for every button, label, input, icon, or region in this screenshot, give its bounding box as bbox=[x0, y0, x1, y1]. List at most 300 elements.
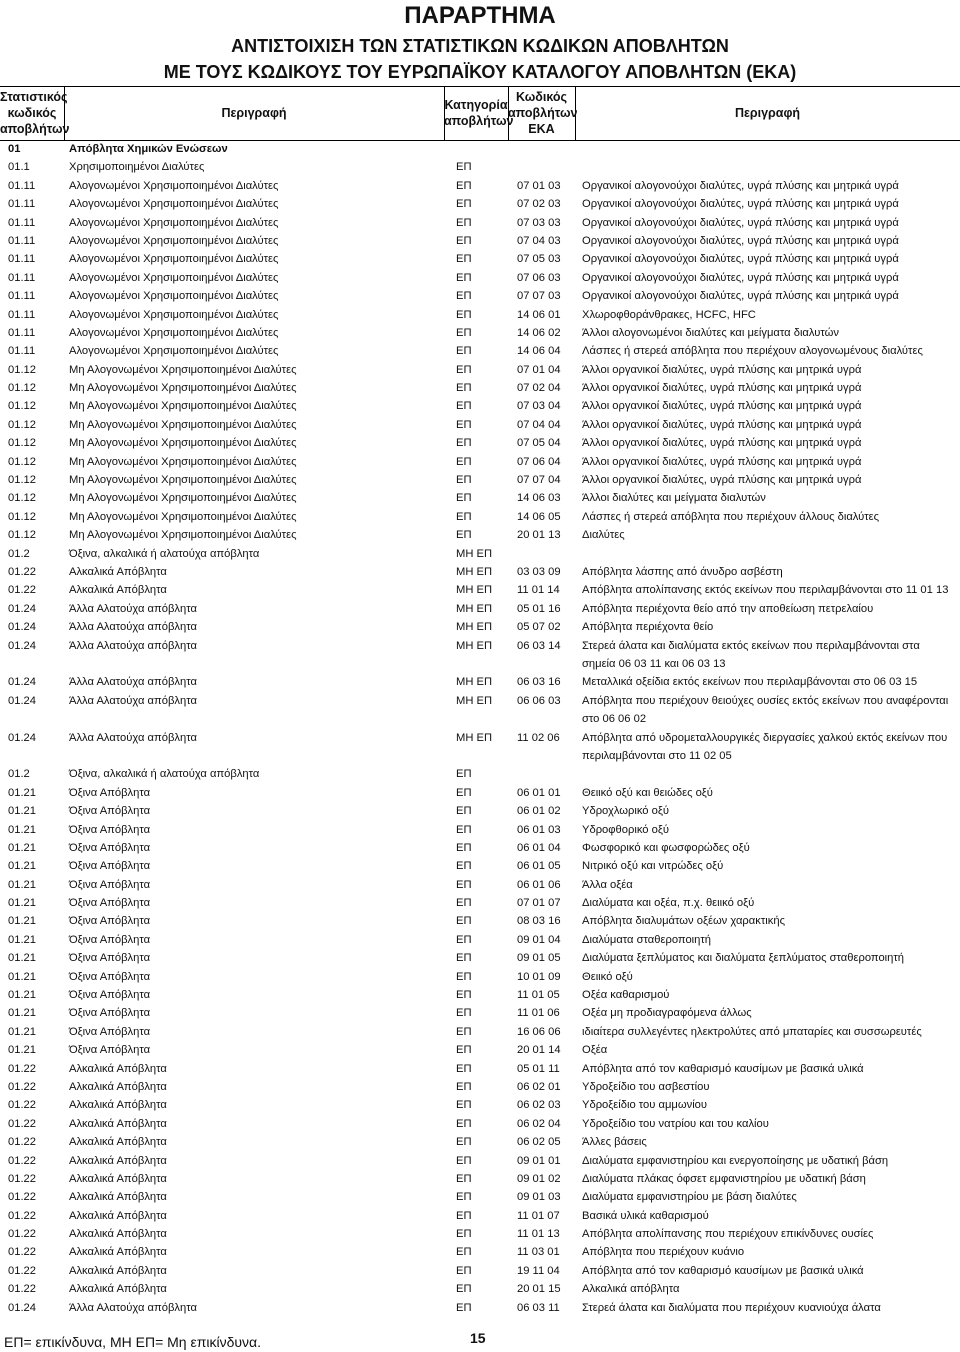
cell-category: ΕΠ bbox=[456, 455, 472, 468]
cell-eka-description: Οργανικοί αλογονούχοι διαλύτες, υγρά πλύσης και μητρικά υγρά bbox=[582, 216, 899, 229]
cell-eka-description: Διαλύματα εμφανιστηρίου και ενεργοποίησης με υδατική βάση bbox=[582, 1154, 889, 1167]
table-row bbox=[0, 692, 960, 729]
cell-stat-code: 01.24 bbox=[8, 731, 36, 744]
cell-eka-description: Υδροφθορικό οξύ bbox=[582, 823, 669, 836]
cell-description: Όξινα Απόβλητα bbox=[69, 1025, 151, 1038]
table-row bbox=[0, 1207, 960, 1225]
cell-stat-code: 01.22 bbox=[8, 1191, 36, 1204]
cell-category: ΕΠ bbox=[456, 786, 472, 799]
cell-eka-description: Άλλοι οργανικοί διαλύτες, υγρά πλύσης και μητρικά υγρά bbox=[582, 437, 862, 450]
cell-eka-description: Οργανικοί αλογονούχοι διαλύτες, υγρά πλύσης και μητρικά υγρά bbox=[582, 179, 899, 192]
cell-eka-description: Υδροξείδιο του ασβεστίου bbox=[582, 1080, 710, 1093]
cell-stat-code: 01.22 bbox=[8, 1080, 36, 1093]
table-row bbox=[0, 526, 960, 544]
cell-description: Άλλα Αλατούχα απόβλητα bbox=[69, 639, 197, 652]
header-line: Κατηγορία bbox=[444, 98, 508, 112]
table-row bbox=[0, 802, 960, 820]
cell-stat-code: 01.12 bbox=[8, 529, 36, 542]
cell-eka-code: 14 06 03 bbox=[517, 492, 561, 505]
cell-eka-description: Άλλοι οργανικοί διαλύτες, υγρά πλύσης και μητρικά υγρά bbox=[582, 418, 862, 431]
table-row bbox=[0, 600, 960, 618]
table-row bbox=[0, 1060, 960, 1078]
table-row bbox=[0, 1041, 960, 1059]
cell-eka-code: 06 01 04 bbox=[517, 841, 561, 854]
cell-eka-description: Στερεά άλατα και διαλύματα που περιέχουν κυανιούχα άλατα bbox=[582, 1301, 881, 1314]
cell-eka-code: 11 01 13 bbox=[517, 1228, 560, 1241]
cell-eka-code: 05 01 11 bbox=[517, 1062, 560, 1075]
cell-eka-description: Απόβλητα περιέχοντα θείο από την αποθείωση πετρελαίου bbox=[582, 602, 874, 615]
table-row bbox=[0, 1115, 960, 1133]
cell-stat-code: 01.12 bbox=[8, 510, 36, 523]
cell-category: ΕΠ bbox=[456, 805, 472, 818]
cell-description: Μη Αλογονωμένοι Χρησιμοποιημένοι Διαλύτες bbox=[69, 363, 297, 376]
cell-eka-code: 14 06 05 bbox=[517, 510, 561, 523]
cell-eka-code: 06 01 01 bbox=[517, 786, 561, 799]
table-row bbox=[0, 287, 960, 305]
cell-eka-code: 09 01 04 bbox=[517, 933, 561, 946]
cell-description: Αλκαλικά Απόβλητα bbox=[69, 1172, 167, 1185]
cell-eka-description: Άλλοι οργανικοί διαλύτες, υγρά πλύσης και μητρικά υγρά bbox=[582, 474, 862, 487]
cell-description: Άλλα Αλατούχα απόβλητα bbox=[69, 676, 197, 689]
cell-eka-description: Λάσπες ή στερεά απόβλητα που περιέχουν άλλους διαλύτες bbox=[582, 510, 880, 523]
cell-eka-code: 07 04 04 bbox=[517, 418, 561, 431]
cell-description: Όξινα, αλκαλικά ή αλατούχα απόβλητα bbox=[69, 768, 260, 781]
cell-category: ΕΠ bbox=[456, 1136, 472, 1149]
page-subtitle-1: ΑΝΤΙΣΤΟΙΧΙΣΗ ΤΩΝ ΣΤΑΤΙΣΤΙΚΩΝ ΚΩΔΙΚΩΝ ΑΠΟΒΛΗΤΩΝ bbox=[231, 36, 729, 56]
table-row bbox=[0, 1280, 960, 1298]
cell-description: Όξινα Απόβλητα bbox=[69, 823, 151, 836]
cell-category: ΜΗ ΕΠ bbox=[456, 676, 493, 689]
cell-stat-code: 01.24 bbox=[8, 676, 36, 689]
cell-stat-code: 01.12 bbox=[8, 418, 36, 431]
cell-description: Όξινα Απόβλητα bbox=[69, 989, 151, 1002]
table-row bbox=[0, 195, 960, 213]
table-row bbox=[0, 986, 960, 1004]
cell-category: ΕΠ bbox=[456, 1283, 472, 1296]
cell-stat-code: 01.21 bbox=[8, 915, 36, 928]
cell-description: Όξινα Απόβλητα bbox=[69, 1044, 151, 1057]
cell-eka-code: 06 02 05 bbox=[517, 1136, 561, 1149]
cell-category: ΜΗ ΕΠ bbox=[456, 547, 493, 560]
cell-stat-code: 01.11 bbox=[8, 234, 36, 247]
cell-category: ΕΠ bbox=[456, 474, 472, 487]
cell-stat-code: 01.22 bbox=[8, 1099, 36, 1112]
cell-description: Αλκαλικά Απόβλητα bbox=[69, 1136, 167, 1149]
table-row bbox=[0, 250, 960, 268]
cell-description: Μη Αλογονωμένοι Χρησιμοποιημένοι Διαλύτες bbox=[69, 510, 297, 523]
cell-eka-code: 06 03 14 bbox=[517, 639, 561, 652]
cell-category: ΕΠ bbox=[456, 1246, 472, 1259]
cell-category: ΕΠ bbox=[456, 1209, 472, 1222]
cell-eka-code: 20 01 13 bbox=[517, 529, 561, 542]
cell-eka-description: Στερεά άλατα και διαλύματα εκτός εκείνων που περιλαμβάνονται στα σημεία 06 03 11 και 06 03 13 bbox=[582, 639, 920, 670]
cell-eka-code: 08 03 16 bbox=[517, 915, 561, 928]
cell-eka-description: Απόβλητα από τον καθαρισμό καυσίμων με βασικά υλικά bbox=[582, 1062, 864, 1075]
table-row bbox=[0, 1023, 960, 1041]
table-row bbox=[0, 821, 960, 839]
table-row bbox=[0, 1078, 960, 1096]
cell-eka-description: Απόβλητα που περιέχουν κυάνιο bbox=[582, 1246, 745, 1259]
table-row bbox=[0, 563, 960, 581]
header-eka-code bbox=[508, 89, 578, 137]
cell-category: ΜΗ ΕΠ bbox=[456, 602, 493, 615]
table-row bbox=[0, 637, 960, 674]
cell-category: ΕΠ bbox=[456, 878, 472, 891]
cell-eka-description: Απόβλητα περιέχοντα θείο bbox=[582, 621, 714, 634]
cell-stat-code: 01.21 bbox=[8, 1007, 36, 1020]
cell-eka-code: 07 07 04 bbox=[517, 474, 561, 487]
cell-eka-description: Οργανικοί αλογονούχοι διαλύτες, υγρά πλύσης και μητρικά υγρά bbox=[582, 290, 899, 303]
cell-stat-code: 01.11 bbox=[8, 253, 36, 266]
cell-eka-description: Απόβλητα διαλυμάτων οξέων χαρακτικής bbox=[582, 915, 785, 928]
table-row bbox=[0, 177, 960, 195]
cell-stat-code: 01.22 bbox=[8, 1283, 36, 1296]
cell-eka-code: 11 03 01 bbox=[517, 1246, 560, 1259]
cell-eka-code: 11 02 06 bbox=[517, 731, 560, 744]
cell-description: Χρησιμοποιημένοι Διαλύτες bbox=[69, 161, 205, 174]
cell-eka-code: 06 02 01 bbox=[517, 1080, 561, 1093]
cell-stat-code: 01 bbox=[8, 143, 21, 155]
table-row bbox=[0, 324, 960, 342]
cell-description: Όξινα, αλκαλικά ή αλατούχα απόβλητα bbox=[69, 547, 260, 560]
cell-eka-description: Υδροξείδιο του αμμωνίου bbox=[582, 1099, 708, 1112]
table-row bbox=[0, 1225, 960, 1243]
cell-description: Μη Αλογονωμένοι Χρησιμοποιημένοι Διαλύτες bbox=[69, 400, 297, 413]
cell-category: ΕΠ bbox=[456, 510, 472, 523]
table-row bbox=[0, 489, 960, 507]
table-row bbox=[0, 214, 960, 232]
cell-stat-code: 01.21 bbox=[8, 786, 36, 799]
cell-stat-code: 01.21 bbox=[8, 878, 36, 891]
cell-category: ΕΠ bbox=[456, 529, 472, 542]
cell-eka-code: 20 01 15 bbox=[517, 1283, 561, 1296]
table-row bbox=[0, 618, 960, 636]
cell-description: Αλκαλικά Απόβλητα bbox=[69, 1283, 167, 1296]
cell-description: Αλκαλικά Απόβλητα bbox=[69, 1264, 167, 1277]
cell-eka-code: 09 01 02 bbox=[517, 1172, 561, 1185]
cell-stat-code: 01.22 bbox=[8, 565, 36, 578]
cell-stat-code: 01.21 bbox=[8, 897, 36, 910]
cell-stat-code: 01.12 bbox=[8, 437, 36, 450]
cell-stat-code: 01.12 bbox=[8, 400, 36, 413]
table-row bbox=[0, 673, 960, 691]
cell-eka-code: 11 01 06 bbox=[517, 1007, 560, 1020]
table-row bbox=[0, 306, 960, 324]
table-row bbox=[0, 784, 960, 802]
cell-eka-code: 20 01 14 bbox=[517, 1044, 561, 1057]
table-row bbox=[0, 857, 960, 875]
cell-eka-description: Απόβλητα λάσπης από άνυδρο ασβέστη bbox=[582, 565, 783, 578]
cell-stat-code: 01.24 bbox=[8, 621, 36, 634]
cell-category: ΕΠ bbox=[456, 161, 472, 174]
table-row bbox=[0, 471, 960, 489]
header-line: Στατιστικός bbox=[0, 90, 68, 104]
cell-description: Αλκαλικά Απόβλητα bbox=[69, 1099, 167, 1112]
table-row bbox=[0, 839, 960, 857]
cell-category: ΜΗ ΕΠ bbox=[456, 731, 493, 744]
cell-eka-description: Απόβλητα που περιέχουν θειούχες ουσίες εκτός εκείνων που αναφέρονται στο 06 06 02 bbox=[582, 694, 949, 726]
cell-eka-description: Λάσπες ή στερεά απόβλητα που περιέχουν αλογονωμένους διαλύτες bbox=[582, 345, 923, 358]
cell-stat-code: 01.21 bbox=[8, 952, 36, 965]
cell-eka-code: 07 02 04 bbox=[517, 382, 561, 395]
cell-category: ΕΠ bbox=[456, 768, 472, 781]
cell-eka-description: Χλωροφθοράνθρακες, HCFC, HFC bbox=[582, 308, 756, 321]
cell-category: ΕΠ bbox=[456, 841, 472, 854]
cell-eka-code: 14 06 01 bbox=[517, 308, 561, 321]
table-row bbox=[0, 931, 960, 949]
cell-category: ΕΠ bbox=[456, 1062, 472, 1075]
cell-description: Άλλα Αλατούχα απόβλητα bbox=[69, 731, 197, 744]
cell-description: Άλλα Αλατούχα απόβλητα bbox=[69, 602, 197, 615]
table-row bbox=[0, 140, 960, 158]
cell-category: ΕΠ bbox=[456, 1228, 472, 1241]
cell-description: Άλλα Αλατούχα απόβλητα bbox=[69, 621, 197, 634]
header-description: Περιγραφή bbox=[221, 106, 287, 120]
cell-stat-code: 01.11 bbox=[8, 179, 36, 192]
cell-category: ΜΗ ΕΠ bbox=[456, 584, 493, 597]
cell-description: Αλογονωμένοι Χρησιμοποιημένοι Διαλύτες bbox=[69, 308, 279, 321]
cell-description: Αλκαλικά Απόβλητα bbox=[69, 565, 167, 578]
cell-category: ΕΠ bbox=[456, 915, 472, 928]
cell-stat-code: 01.11 bbox=[8, 326, 36, 339]
cell-category: ΜΗ ΕΠ bbox=[456, 565, 493, 578]
cell-description: Μη Αλογονωμένοι Χρησιμοποιημένοι Διαλύτες bbox=[69, 437, 297, 450]
cell-stat-code: 01.24 bbox=[8, 602, 36, 615]
cell-eka-description: Απόβλητα από υδρομεταλλουργικές διεργασίες χαλκού εκτός εκείνων που περιλαμβάνονται στο 11 02 05 bbox=[582, 731, 948, 762]
cell-eka-code: 06 06 03 bbox=[517, 694, 561, 707]
cell-category: ΕΠ bbox=[456, 290, 472, 303]
cell-stat-code: 01.24 bbox=[8, 639, 36, 652]
cell-category: ΕΠ bbox=[456, 1154, 472, 1167]
cell-description: Αλκαλικά Απόβλητα bbox=[69, 1246, 167, 1259]
cell-eka-description: Διαλύτες bbox=[582, 529, 625, 542]
cell-stat-code: 01.12 bbox=[8, 492, 36, 505]
cell-stat-code: 01.22 bbox=[8, 1264, 36, 1277]
cell-category: ΕΠ bbox=[456, 1191, 472, 1204]
cell-stat-code: 01.21 bbox=[8, 1044, 36, 1057]
cell-eka-code: 07 01 03 bbox=[517, 179, 561, 192]
cell-eka-code: 05 01 16 bbox=[517, 602, 561, 615]
cell-description: Όξινα Απόβλητα bbox=[69, 915, 151, 928]
cell-description: Αλκαλικά Απόβλητα bbox=[69, 1191, 167, 1204]
cell-eka-code: 07 02 03 bbox=[517, 198, 561, 211]
cell-description: Αλογονωμένοι Χρησιμοποιημένοι Διαλύτες bbox=[69, 290, 279, 303]
cell-stat-code: 01.12 bbox=[8, 363, 36, 376]
table-row bbox=[0, 361, 960, 379]
cell-eka-description: Διαλύματα εμφανιστηρίου με βάση διαλύτες bbox=[582, 1191, 797, 1204]
header-line: Κωδικός bbox=[515, 90, 568, 104]
cell-stat-code: 01.22 bbox=[8, 1154, 36, 1167]
header-line: αποβλήτων bbox=[0, 122, 70, 136]
cell-stat-code: 01.22 bbox=[8, 584, 36, 597]
table-row bbox=[0, 397, 960, 415]
cell-eka-description: Άλλοι οργανικοί διαλύτες, υγρά πλύσης και μητρικά υγρά bbox=[582, 400, 862, 413]
cell-eka-code: 07 01 04 bbox=[517, 363, 561, 376]
table-row bbox=[0, 269, 960, 287]
header-line: κωδικός bbox=[7, 106, 57, 120]
cell-stat-code: 01.24 bbox=[8, 1301, 36, 1314]
cell-description: Αλκαλικά Απόβλητα bbox=[69, 1080, 167, 1093]
cell-description: Αλογονωμένοι Χρησιμοποιημένοι Διαλύτες bbox=[69, 253, 279, 266]
cell-eka-code: 16 06 06 bbox=[517, 1025, 561, 1038]
cell-category: ΕΠ bbox=[456, 418, 472, 431]
cell-category: ΕΠ bbox=[456, 179, 472, 192]
table-row bbox=[0, 1170, 960, 1188]
cell-eka-code: 09 01 03 bbox=[517, 1191, 561, 1204]
cell-stat-code: 01.11 bbox=[8, 345, 36, 358]
cell-description: Αλκαλικά Απόβλητα bbox=[69, 1209, 167, 1222]
cell-category: ΜΗ ΕΠ bbox=[456, 694, 493, 707]
table-row bbox=[0, 342, 960, 360]
cell-category: ΜΗ ΕΠ bbox=[456, 639, 493, 652]
table-row bbox=[0, 434, 960, 452]
cell-description: Όξινα Απόβλητα bbox=[69, 933, 151, 946]
cell-stat-code: 01.22 bbox=[8, 1172, 36, 1185]
cell-description: Μη Αλογονωμένοι Χρησιμοποιημένοι Διαλύτες bbox=[69, 474, 297, 487]
cell-description: Μη Αλογονωμένοι Χρησιμοποιημένοι Διαλύτες bbox=[69, 418, 297, 431]
cell-description: Αλογονωμένοι Χρησιμοποιημένοι Διαλύτες bbox=[69, 345, 279, 358]
cell-stat-code: 01.11 bbox=[8, 198, 36, 211]
cell-eka-code: 05 07 02 bbox=[517, 621, 561, 634]
footer-note: ΕΠ= επικίνδυνα, ΜΗ ΕΠ= Μη επικίνδυνα. bbox=[4, 1334, 262, 1350]
cell-eka-code: 09 01 05 bbox=[517, 952, 561, 965]
cell-eka-code: 07 03 04 bbox=[517, 400, 561, 413]
cell-eka-description: Διαλύματα ξεπλύματος και διαλύματα ξεπλύματος σταθεροποιητή bbox=[582, 952, 905, 965]
header-line: αποβλήτων bbox=[444, 114, 514, 128]
cell-description: Αλκαλικά Απόβλητα bbox=[69, 1228, 167, 1241]
header-eka-description: Περιγραφή bbox=[734, 106, 801, 120]
cell-eka-description: Οξέα bbox=[582, 1044, 608, 1057]
cell-category: ΕΠ bbox=[456, 1025, 472, 1038]
cell-category: ΕΠ bbox=[456, 952, 472, 965]
table-row bbox=[0, 158, 960, 176]
cell-eka-description: Νιτρικό οξύ και νιτρώδες οξύ bbox=[582, 860, 724, 873]
cell-stat-code: 01.21 bbox=[8, 1025, 36, 1038]
cell-eka-description: Άλλοι οργανικοί διαλύτες, υγρά πλύσης και μητρικά υγρά bbox=[582, 455, 862, 468]
table-row bbox=[0, 1152, 960, 1170]
cell-eka-code: 10 01 09 bbox=[517, 970, 561, 983]
cell-category: ΜΗ ΕΠ bbox=[456, 621, 493, 634]
cell-eka-description: Απόβλητα απολίπανσης που περιέχουν επικίνδυνες ουσίες bbox=[582, 1228, 874, 1241]
cell-description: Μη Αλογονωμένοι Χρησιμοποιημένοι Διαλύτες bbox=[69, 382, 297, 395]
cell-description: Αλκαλικά Απόβλητα bbox=[69, 1062, 167, 1075]
cell-description: Αλογονωμένοι Χρησιμοποιημένοι Διαλύτες bbox=[69, 234, 279, 247]
cell-eka-code: 06 01 02 bbox=[517, 805, 561, 818]
cell-description: Μη Αλογονωμένοι Χρησιμοποιημένοι Διαλύτες bbox=[69, 455, 297, 468]
cell-category: ΕΠ bbox=[456, 1044, 472, 1057]
cell-category: ΕΠ bbox=[456, 400, 472, 413]
cell-description: Απόβλητα Χημικών Ενώσεων bbox=[69, 143, 228, 155]
cell-stat-code: 01.11 bbox=[8, 308, 36, 321]
cell-stat-code: 01.11 bbox=[8, 271, 36, 284]
cell-eka-description: Υδροχλωρικό οξύ bbox=[582, 805, 669, 818]
cell-category: ΕΠ bbox=[456, 1007, 472, 1020]
cell-eka-code: 14 06 02 bbox=[517, 326, 561, 339]
cell-category: ΕΠ bbox=[456, 970, 472, 983]
cell-eka-code: 06 03 16 bbox=[517, 676, 561, 689]
table-row bbox=[0, 894, 960, 912]
cell-category: ΕΠ bbox=[456, 1099, 472, 1112]
cell-eka-code: 11 01 14 bbox=[517, 584, 560, 597]
cell-description: Μη Αλογονωμένοι Χρησιμοποιημένοι Διαλύτες bbox=[69, 529, 297, 542]
table-row bbox=[0, 545, 960, 563]
cell-category: ΕΠ bbox=[456, 933, 472, 946]
cell-category: ΕΠ bbox=[456, 308, 472, 321]
cell-stat-code: 01.21 bbox=[8, 805, 36, 818]
cell-eka-description: Οργανικοί αλογονούχοι διαλύτες, υγρά πλύσης και μητρικά υγρά bbox=[582, 253, 899, 266]
cell-description: Αλκαλικά Απόβλητα bbox=[69, 1117, 167, 1130]
cell-category: ΕΠ bbox=[456, 1172, 472, 1185]
cell-eka-code: 07 05 03 bbox=[517, 253, 561, 266]
cell-eka-description: Απόβλητα από τον καθαρισμό καυσίμων με βασικά υλικά bbox=[582, 1264, 864, 1277]
cell-category: ΕΠ bbox=[456, 363, 472, 376]
cell-stat-code: 01.21 bbox=[8, 970, 36, 983]
table-row bbox=[0, 508, 960, 526]
table-header bbox=[0, 86, 960, 140]
cell-category: ΕΠ bbox=[456, 326, 472, 339]
table-row bbox=[0, 1133, 960, 1151]
cell-stat-code: 01.22 bbox=[8, 1246, 36, 1259]
cell-category: ΕΠ bbox=[456, 1117, 472, 1130]
cell-eka-description: Διαλύματα και οξέα, π.χ. θειικό οξύ bbox=[582, 897, 755, 910]
cell-stat-code: 01.11 bbox=[8, 290, 36, 303]
cell-stat-code: 01.22 bbox=[8, 1117, 36, 1130]
cell-eka-description: Άλλοι διαλύτες και μείγματα διαλυτών bbox=[582, 492, 766, 505]
cell-description: Όξινα Απόβλητα bbox=[69, 786, 151, 799]
cell-description: Αλκαλικά Απόβλητα bbox=[69, 584, 167, 597]
page-title: ΠΑΡΑΡΤΗΜΑ bbox=[404, 2, 556, 29]
cell-description: Αλογονωμένοι Χρησιμοποιημένοι Διαλύτες bbox=[69, 179, 279, 192]
cell-eka-code: 06 02 04 bbox=[517, 1117, 561, 1130]
cell-stat-code: 01.22 bbox=[8, 1209, 36, 1222]
header-line: αποβλήτων bbox=[508, 106, 578, 120]
cell-description: Αλογονωμένοι Χρησιμοποιημένοι Διαλύτες bbox=[69, 216, 279, 229]
cell-description: Μη Αλογονωμένοι Χρησιμοποιημένοι Διαλύτες bbox=[69, 492, 297, 505]
table-body bbox=[0, 140, 960, 1317]
cell-description: Όξινα Απόβλητα bbox=[69, 952, 151, 965]
cell-description: Αλογονωμένοι Χρησιμοποιημένοι Διαλύτες bbox=[69, 271, 279, 284]
cell-eka-description: Υδροξείδιο του νατρίου και του καλίου bbox=[582, 1117, 769, 1130]
cell-category: ΕΠ bbox=[456, 382, 472, 395]
cell-eka-code: 06 03 11 bbox=[517, 1301, 560, 1314]
cell-description: Όξινα Απόβλητα bbox=[69, 1007, 151, 1020]
cell-description: Άλλα Αλατούχα απόβλητα bbox=[69, 1301, 197, 1314]
cell-eka-code: 07 07 03 bbox=[517, 290, 561, 303]
cell-category: ΕΠ bbox=[456, 1264, 472, 1277]
cell-description: Όξινα Απόβλητα bbox=[69, 970, 151, 983]
cell-eka-description: Άλλες βάσεις bbox=[582, 1136, 647, 1149]
cell-eka-code: 06 01 03 bbox=[517, 823, 561, 836]
cell-eka-description: ιδιαίτερα συλλεγέντες ηλεκτρολύτες από μπαταρίες και συσσωρευτές bbox=[582, 1025, 922, 1038]
cell-stat-code: 01.12 bbox=[8, 474, 36, 487]
table-row bbox=[0, 1299, 960, 1317]
cell-category: ΕΠ bbox=[456, 437, 472, 450]
cell-eka-description: Οργανικοί αλογονούχοι διαλύτες, υγρά πλύσης και μητρικά υγρά bbox=[582, 271, 899, 284]
cell-category: ΕΠ bbox=[456, 897, 472, 910]
cell-category: ΕΠ bbox=[456, 823, 472, 836]
cell-category: ΕΠ bbox=[456, 1080, 472, 1093]
cell-eka-code: 07 01 07 bbox=[517, 897, 561, 910]
cell-eka-description: Οργανικοί αλογονούχοι διαλύτες, υγρά πλύσης και μητρικά υγρά bbox=[582, 234, 899, 247]
header-line: ΕΚΑ bbox=[528, 122, 555, 136]
cell-eka-description: Θειικό οξύ bbox=[582, 970, 633, 983]
cell-eka-code: 07 06 04 bbox=[517, 455, 561, 468]
cell-description: Όξινα Απόβλητα bbox=[69, 897, 151, 910]
cell-stat-code: 01.12 bbox=[8, 382, 36, 395]
table-row bbox=[0, 1243, 960, 1261]
cell-stat-code: 01.21 bbox=[8, 933, 36, 946]
header-category bbox=[444, 97, 514, 129]
